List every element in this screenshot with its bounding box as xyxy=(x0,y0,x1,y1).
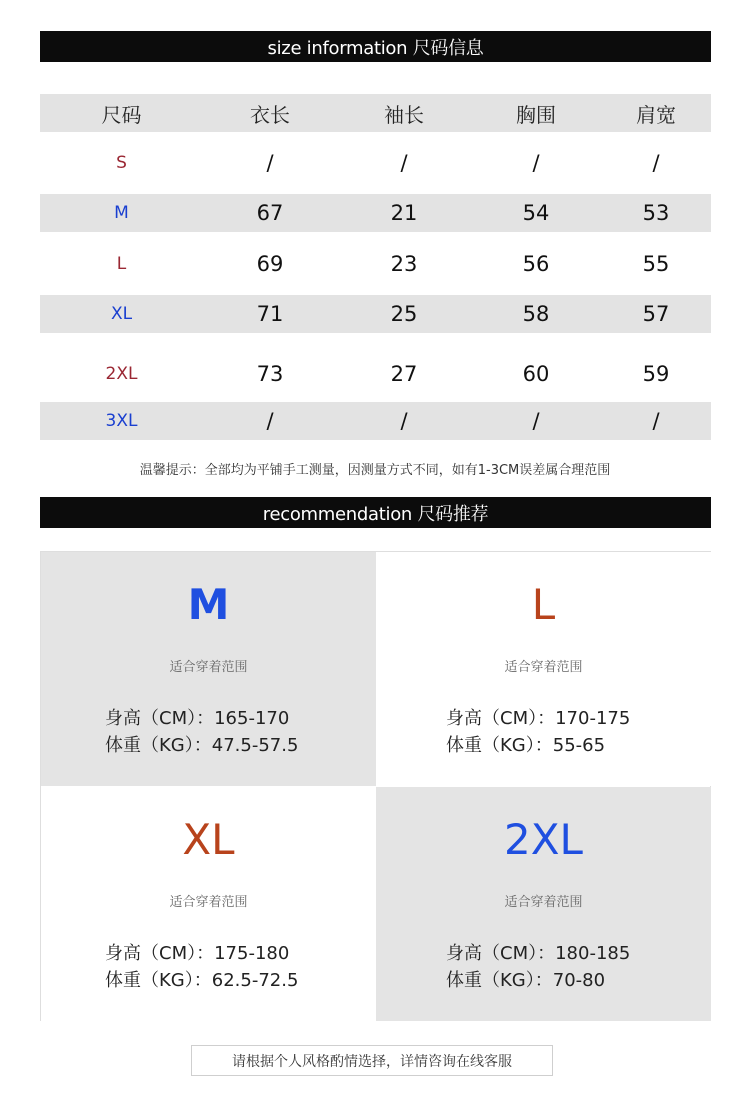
recommendation-card-m xyxy=(41,552,376,786)
table-cell: 57 xyxy=(642,302,670,326)
table-cell: 25 xyxy=(390,302,418,326)
size-information-banner xyxy=(40,31,711,62)
table-cell: / xyxy=(652,409,660,433)
size-cell: 2XL xyxy=(105,364,138,384)
recommendation-card-l xyxy=(376,552,711,786)
size-information-title: size information 尺码信息 xyxy=(267,37,484,59)
recommendation-weight: 体重（KG）：62.5-72.5 xyxy=(105,970,299,991)
column-header-sleeve: 袖长 xyxy=(384,102,424,127)
table-cell: / xyxy=(266,151,274,175)
table-row xyxy=(40,245,711,283)
table-cell: / xyxy=(266,409,274,433)
table-cell: 67 xyxy=(256,201,284,225)
recommendation-weight: 体重（KG）：47.5-57.5 xyxy=(105,735,299,756)
table-cell: 58 xyxy=(522,302,550,326)
recommendation-height: 身高（CM）：180-185 xyxy=(446,943,631,964)
recommendation-size: 2XL xyxy=(504,815,583,864)
recommendation-card-xl xyxy=(41,787,376,1021)
recommendation-size: M xyxy=(187,580,230,629)
recommendation-card-2xl xyxy=(376,787,711,1021)
table-cell: 71 xyxy=(256,302,284,326)
table-cell: 55 xyxy=(642,252,670,276)
recommendation-grid xyxy=(40,551,711,1021)
table-cell: 73 xyxy=(256,362,284,386)
recommendation-title: recommendation 尺码推荐 xyxy=(262,503,489,525)
recommendation-height: 身高（CM）：170-175 xyxy=(446,708,631,729)
recommendation-banner xyxy=(40,497,711,528)
size-cell: 3XL xyxy=(105,411,138,431)
table-cell: 69 xyxy=(256,252,284,276)
table-row xyxy=(40,402,711,440)
table-row xyxy=(40,194,711,232)
size-cell: M xyxy=(114,203,129,223)
table-cell: / xyxy=(400,151,408,175)
column-header-length: 衣长 xyxy=(250,102,290,127)
table-cell: / xyxy=(532,151,540,175)
table-cell: 27 xyxy=(390,362,418,386)
recommendation-height: 身高（CM）：165-170 xyxy=(105,708,290,729)
table-row xyxy=(40,144,711,182)
table-cell: 54 xyxy=(522,201,550,225)
column-header-shoulder: 肩宽 xyxy=(636,102,676,127)
recommendation-subtitle: 适合穿着范围 xyxy=(504,660,583,675)
size-cell: XL xyxy=(110,304,133,324)
measurement-note: 温馨提示：全部均为平铺手工测量，因测量方式不同，如有1-3CM误差属合理范围 xyxy=(139,463,611,478)
table-header-row xyxy=(40,94,711,132)
table-row xyxy=(40,355,711,393)
table-cell: / xyxy=(652,151,660,175)
size-cell: S xyxy=(116,153,127,173)
customer-service-note xyxy=(191,1045,553,1076)
table-cell: / xyxy=(400,409,408,433)
recommendation-subtitle: 适合穿着范围 xyxy=(504,895,583,910)
table-cell: 56 xyxy=(522,252,550,276)
recommendation-subtitle: 适合穿着范围 xyxy=(169,895,248,910)
size-cell: L xyxy=(116,254,127,274)
table-cell: / xyxy=(532,409,540,433)
recommendation-weight: 体重（KG）：55-65 xyxy=(446,735,606,756)
customer-service-text: 请根据个人风格酌情选择，详情咨询在线客服 xyxy=(232,1053,512,1070)
recommendation-height: 身高（CM）：175-180 xyxy=(105,943,290,964)
table-cell: 21 xyxy=(390,201,418,225)
table-cell: 59 xyxy=(642,362,670,386)
size-table xyxy=(40,94,711,440)
recommendation-weight: 体重（KG）：70-80 xyxy=(446,970,606,991)
table-cell: 60 xyxy=(522,362,550,386)
column-header-chest: 胸围 xyxy=(516,102,556,127)
table-cell: 23 xyxy=(390,252,418,276)
recommendation-size: XL xyxy=(182,815,235,864)
recommendation-size: L xyxy=(531,580,556,629)
table-row xyxy=(40,295,711,333)
column-header-size: 尺码 xyxy=(101,102,142,127)
table-cell: 53 xyxy=(642,201,670,225)
recommendation-subtitle: 适合穿着范围 xyxy=(169,660,248,675)
